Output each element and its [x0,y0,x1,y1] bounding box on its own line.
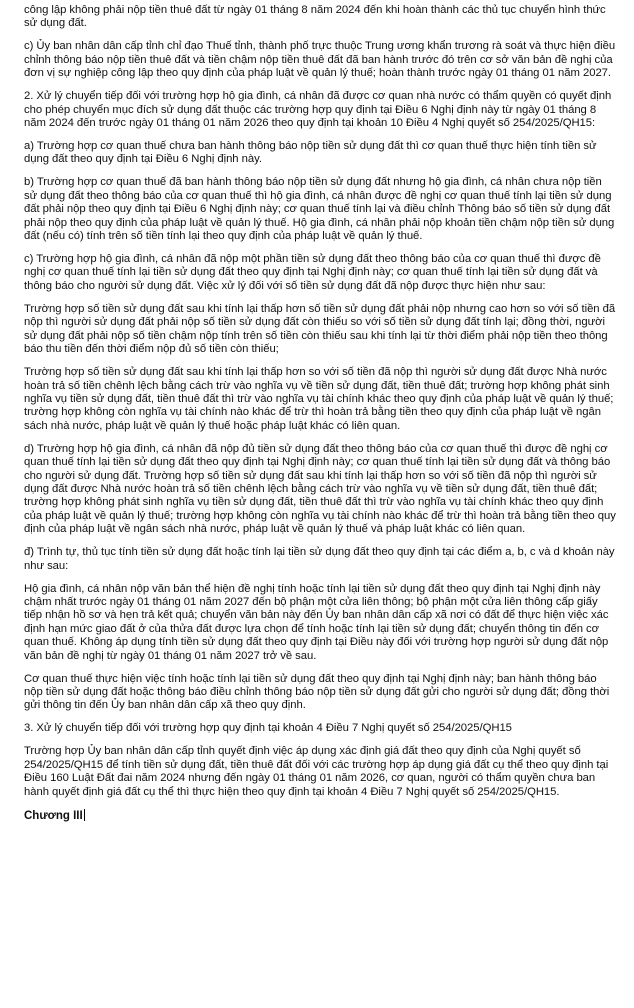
paragraph-2: c) Ủy ban nhân dân cấp tỉnh chỉ đạo Thuế tỉnh, thành phố trực thuộc Trung ương khẩn trương rà soát và thực hiện điều chỉnh thông báo nộp tiền thuê đất và tiền chậm nộp tiền thuê đất đã ban hành trước đó trên cơ sở văn bản đề nghị của đơn vị sự nghiệp công lập theo quy định của pháp luật về quản lý thuế; hoàn thành trước ngày 01 tháng 01 năm 2027. [24,40,616,80]
paragraph-9: d) Trường hợp hộ gia đình, cá nhân đã nộp đủ tiền sử dụng đất theo thông báo của cơ quan thuế thì được đề nghị cơ quan thuế tính lại tiền sử dụng đất theo quy định tại Nghị định này; cơ quan thuế tính lại tiền sử dụng đất và thông báo cho người sử dụng đất. Trường hợp số tiền sử dụng đất sau khi tính lại thấp hơn so với số tiền đã nộp thì người sử dụng đất được Nhà nước hoàn trả số tiền chênh lệch bằng cách trừ vào nghĩa vụ về tiền sử dụng đất, tiền thuê đất; trường hợp không phát sinh nghĩa vụ tiền sử dụng đất, tiền thuê đất thì trừ vào nghĩa vụ tài chính khác theo quy định của pháp luật về quản lý thuế; trường hợp không còn nghĩa vụ tài chính nào khác để trừ thì hoàn trả bằng tiền theo quy định của pháp luật về ngân sách nhà nước, pháp luật về quản lý thuế và pháp luật khác có liên quan. [24,442,616,536]
text-cursor [84,809,85,821]
paragraph-14: Trường hợp Ủy ban nhân dân cấp tỉnh quyết định việc áp dụng xác định giá đất theo quy định của Nghị quyết số 254/2025/QH15 để tính tiền sử dụng đất, tiền thuê đất đối với các trường hợp áp dụng giá đất cụ thể theo quy định tại Điều 160 Luật Đất đai năm 2024 nhưng đến ngày 01 tháng 01 năm 2026, cơ quan, người có thẩm quyền chưa ban hành quyết định giá đất cụ thể thì thực hiện theo quy định tại khoản 4 Điều 7 Nghị quyết số 254/2025/QH15. [24,745,609,798]
paragraph-8: Trường hợp số tiền sử dụng đất sau khi tính lại thấp hơn so với số tiền đã nộp thì người sử dụng đất được Nhà nước hoàn trả số tiền chênh lệch bằng cách trừ vào nghĩa vụ về tiền sử dụng đất, tiền thuê đất; trường hợp không phát sinh nghĩa vụ tiền sử dụng đất, tiền thuê đất thì trừ vào nghĩa vụ tài chính khác theo quy định của pháp luật về quản lý thuế; trường hợp không còn nghĩa vụ tài chính nào khác để trừ thì hoàn trả bằng tiền theo quy định của pháp luật về ngân sách nhà nước, pháp luật về quản lý thuế hoặc pháp luật khác có liên quan. [24,366,614,432]
paragraph-6: c) Trường hợp hộ gia đình, cá nhân đã nộp một phần tiền sử dụng đất theo thông báo của cơ quan thuế thì được đề nghị cơ quan thuế tính lại tiền sử dụng đất theo quy định tại Nghị định này; cơ quan thuế tính lại tiền sử dụng đất và thông báo cho người sử dụng đất. Việc xử lý đối với số tiền sử dụng đất đã nộp được thực hiện như sau: [24,253,601,292]
paragraph-1: công lập không phải nộp tiền thuê đất từ ngày 01 tháng 8 năm 2024 đến khi hoàn thành các thủ tục chuyển hình thức sử dụng đất. [24,4,606,30]
paragraph-13: 3. Xử lý chuyển tiếp đối với trường hợp quy định tại khoản 4 Điều 7 Nghị quyết số 254/2025/QH15 [24,722,512,735]
paragraph-4: a) Trường hợp cơ quan thuế chưa ban hành thông báo nộp tiền sử dụng đất thì cơ quan thuế thực hiện tính tiền sử dụng đất theo quy định tại Điều 6 Nghị định này. [24,140,597,166]
paragraph-11: Hộ gia đình, cá nhân nộp văn bản thể hiện đề nghị tính hoặc tính lại tiền sử dụng đất theo quy định tại Nghị định này chậm nhất trước ngày 01 tháng 01 năm 2027 đến bộ phận một cửa liên thông; bộ phận một cửa liên thông cấp giấy tiếp nhận hồ sơ và hẹn trả kết quả; chuyển văn bản này đến Ủy ban nhân dân cấp xã nơi có đất để thực hiện việc xác định hạn mức giao đất ở của thửa đất được lựa chọn để tính hoặc tính lại tiền sử dụng đất; chuyển thông tin đến cơ quan thuế. Không áp dụng tính tiền sử dụng đất theo quy định tại Điều này đối với trường hợp người sử dụng đất nộp văn bản đề nghị từ ngày 01 tháng 01 năm 2027 trở về sau. [24,582,609,662]
chapter-heading[interactable] [24,809,616,823]
paragraph-12: Cơ quan thuế thực hiện việc tính hoặc tính lại tiền sử dụng đất theo quy định tại Nghị định này; ban hành thông báo nộp tiền sử dụng đất hoặc thông báo điều chỉnh thông báo nộp tiền sử dụng đất gửi cho người sử dụng đất; đồng thời gửi thông tin đến Ủy ban nhân dân cấp xã theo quy định. [24,672,610,712]
document-page [24,4,616,823]
paragraph-7: Trường hợp số tiền sử dụng đất sau khi tính lại thấp hơn số tiền sử dụng đất phải nộp nhưng cao hơn so với số tiền đã nộp thì người sử dụng đất phải nộp số tiền sử dụng đất còn thiếu so với số tiền sử dụng đất tính lại; đồng thời, người sử dụng đất phải nộp số tiền chậm nộp tính trên số tiền còn thiếu sau khi tính lại từ thời điểm phải nộp tiền theo thông báo thu tiền đến thời điểm nộp đủ số tiền còn thiếu; [24,302,616,356]
paragraph-10: đ) Trình tự, thủ tục tính tiền sử dụng đất hoặc tính lại tiền sử dụng đất theo quy định tại các điểm a, b, c và d khoản này như sau: [24,546,615,572]
paragraph-3: 2. Xử lý chuyển tiếp đối với trường hợp hộ gia đình, cá nhân đã được cơ quan nhà nước có thẩm quyền có quyết định cho phép chuyển mục đích sử dụng đất thuộc các trường hợp quy định tại Điều 6 Nghị định này từ ngày 01 tháng 8 năm 2024 đến trước ngày 01 tháng 01 năm 2026 theo quy định tại khoản 10 Điều 4 Nghị quyết số 254/2025/QH15: [24,90,612,130]
chapter-heading-text: Chương III [24,809,83,822]
paragraph-5: b) Trường hợp cơ quan thuế đã ban hành thông báo nộp tiền sử dụng đất nhưng hộ gia đình, cá nhân chưa nộp tiền sử dụng đất theo thông báo của cơ quan thuế thì hộ gia đình, cá nhân được đề nghị cơ quan thuế tính lại tiền sử dụng đất phải nộp theo quy định tại Điều 6 Nghị định này; cơ quan thuế tính lại và điều chỉnh Thông báo số tiền sử dụng đất phải nộp theo quy định của pháp luật về quản lý thuế. Hộ gia đình, cá nhân phải nộp khoản tiền chậm nộp tiền sử dụng đất (nếu có) tính trên số tiền tính lại theo quy định của pháp luật về quản lý thuế. [24,176,615,243]
